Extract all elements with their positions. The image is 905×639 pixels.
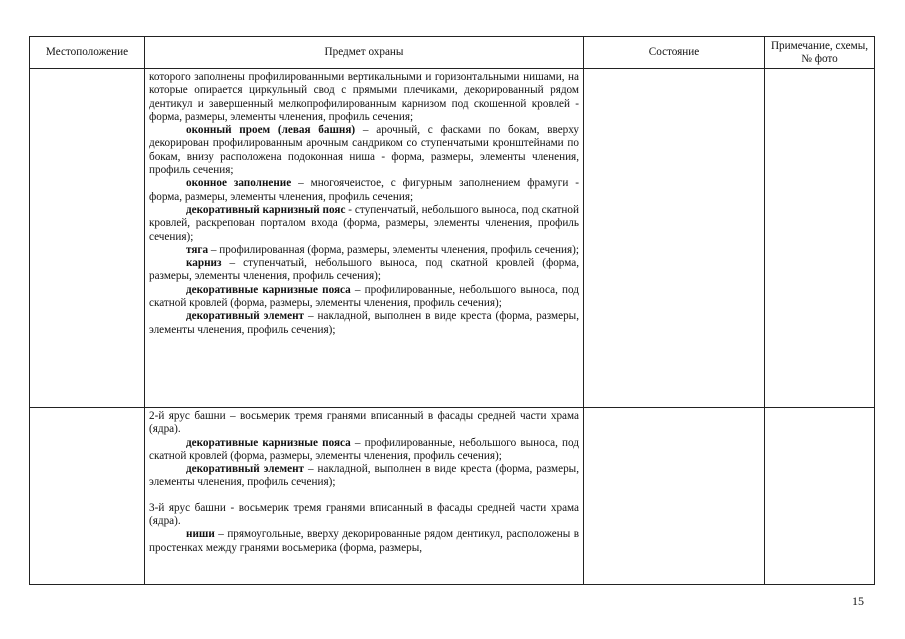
- paragraph: [149, 257, 579, 284]
- paragraph: [149, 463, 579, 490]
- element-description: 2-й ярус башни – восьмерик тремя гранями вписанный в фасады средней части храма (ядра).: [149, 410, 579, 436]
- element-term: ниши: [186, 528, 215, 541]
- element-description: – профилированные, небольшого выноса, под скатной кровлей (форма, размеры, элементы членения, профиль сечения);: [149, 436, 579, 462]
- element-term: декоративный карнизный пояс: [186, 203, 346, 216]
- header-subject: Предмет охраны: [145, 37, 584, 69]
- subject-cell: [145, 408, 584, 585]
- condition-cell: [584, 69, 765, 408]
- element-description: - ступенчатый, небольшого выноса, под скатной кровлей, раскрепован порталом входа (форма, размеры, элементы членения, профиль сечения);: [149, 203, 579, 243]
- element-term: тяга: [186, 243, 209, 256]
- note-cell: [765, 408, 875, 585]
- element-term: декоративные карнизные пояса: [186, 436, 351, 449]
- note-cell: [765, 69, 875, 408]
- element-description: – профилированные, небольшого выноса, под скатной кровлей (форма, размеры, элементы членения, профиль сечения);: [149, 283, 579, 310]
- paragraph: [149, 284, 579, 311]
- table-row: [30, 69, 875, 408]
- location-cell: [30, 408, 145, 585]
- paragraph: [149, 310, 579, 337]
- header-row: [30, 37, 875, 69]
- page-number: 15: [852, 594, 864, 608]
- location-cell: [30, 69, 145, 408]
- element-description: которого заполнены профилированными вертикальными и горизонтальными нишами, на которые опирается циркульный свод с прямыми плечиками, декорированный рядом дентикул и завершенный мелкопрофилированным карнизом под скошенной кровлей - форма, размеры, элементы членения, профиль сечения;: [149, 71, 579, 123]
- header-condition: Состояние: [584, 37, 765, 69]
- paragraph: [149, 124, 579, 177]
- element-description: – арочный, с фасками по бокам, вверху декорирован профилированным арочным сандриком со ступенчатыми кронштейнами по бокам, внизу расположена подоконная ниша - форма, размеры, элементы членения, профиль сечения;: [149, 124, 580, 177]
- condition-cell: [584, 408, 765, 585]
- element-description: – прямоугольные, вверху декорированные рядом дентикул, расположены в простенках между гранями восьмерика (форма, размеры,: [149, 528, 579, 554]
- subject-text: [145, 408, 583, 555]
- element-term: декоративные карнизные пояса: [186, 283, 351, 296]
- element-description: 3-й ярус башни - восьмерик тремя гранями вписанный в фасады средней части храма (ядра).: [149, 501, 579, 528]
- element-term: декоративный элемент: [186, 310, 305, 323]
- paragraph: [149, 71, 579, 124]
- paragraph: [149, 244, 579, 257]
- header-note: Примечание, схемы, № фото: [765, 37, 875, 69]
- element-term: карниз: [186, 257, 222, 270]
- element-description: – многоячеистое, с фигурным заполнением фрамуги - форма, размеры, элементы членения, профиль сечения;: [149, 177, 579, 203]
- paragraph: [149, 437, 579, 464]
- paragraph: [149, 502, 579, 529]
- paragraph: [149, 528, 579, 555]
- table-row: [30, 408, 875, 585]
- paragraph: [149, 410, 579, 437]
- element-description: – накладной, выполнен в виде креста (форма, размеры, элементы членения, профиль сечения);: [149, 310, 579, 336]
- paragraph: [149, 204, 579, 244]
- element-description: – профилированная (форма, размеры, элементы членения, профиль сечения);: [208, 243, 579, 256]
- element-description: – ступенчатый, небольшого выноса, под скатной кровлей (форма, размеры, элементы членения, профиль сечения);: [149, 257, 579, 283]
- header-location: Местоположение: [30, 37, 145, 69]
- element-term: декоративный элемент: [186, 463, 305, 476]
- element-term: оконное заполнение: [186, 177, 292, 190]
- subject-text: [145, 69, 583, 337]
- subject-cell: [145, 69, 584, 408]
- protection-table: [29, 36, 875, 585]
- element-term: оконный проем (левая башня): [186, 124, 356, 137]
- element-description: – накладной, выполнен в виде креста (форма, размеры, элементы членения, профиль сечения);: [149, 463, 579, 489]
- paragraph: [149, 177, 579, 204]
